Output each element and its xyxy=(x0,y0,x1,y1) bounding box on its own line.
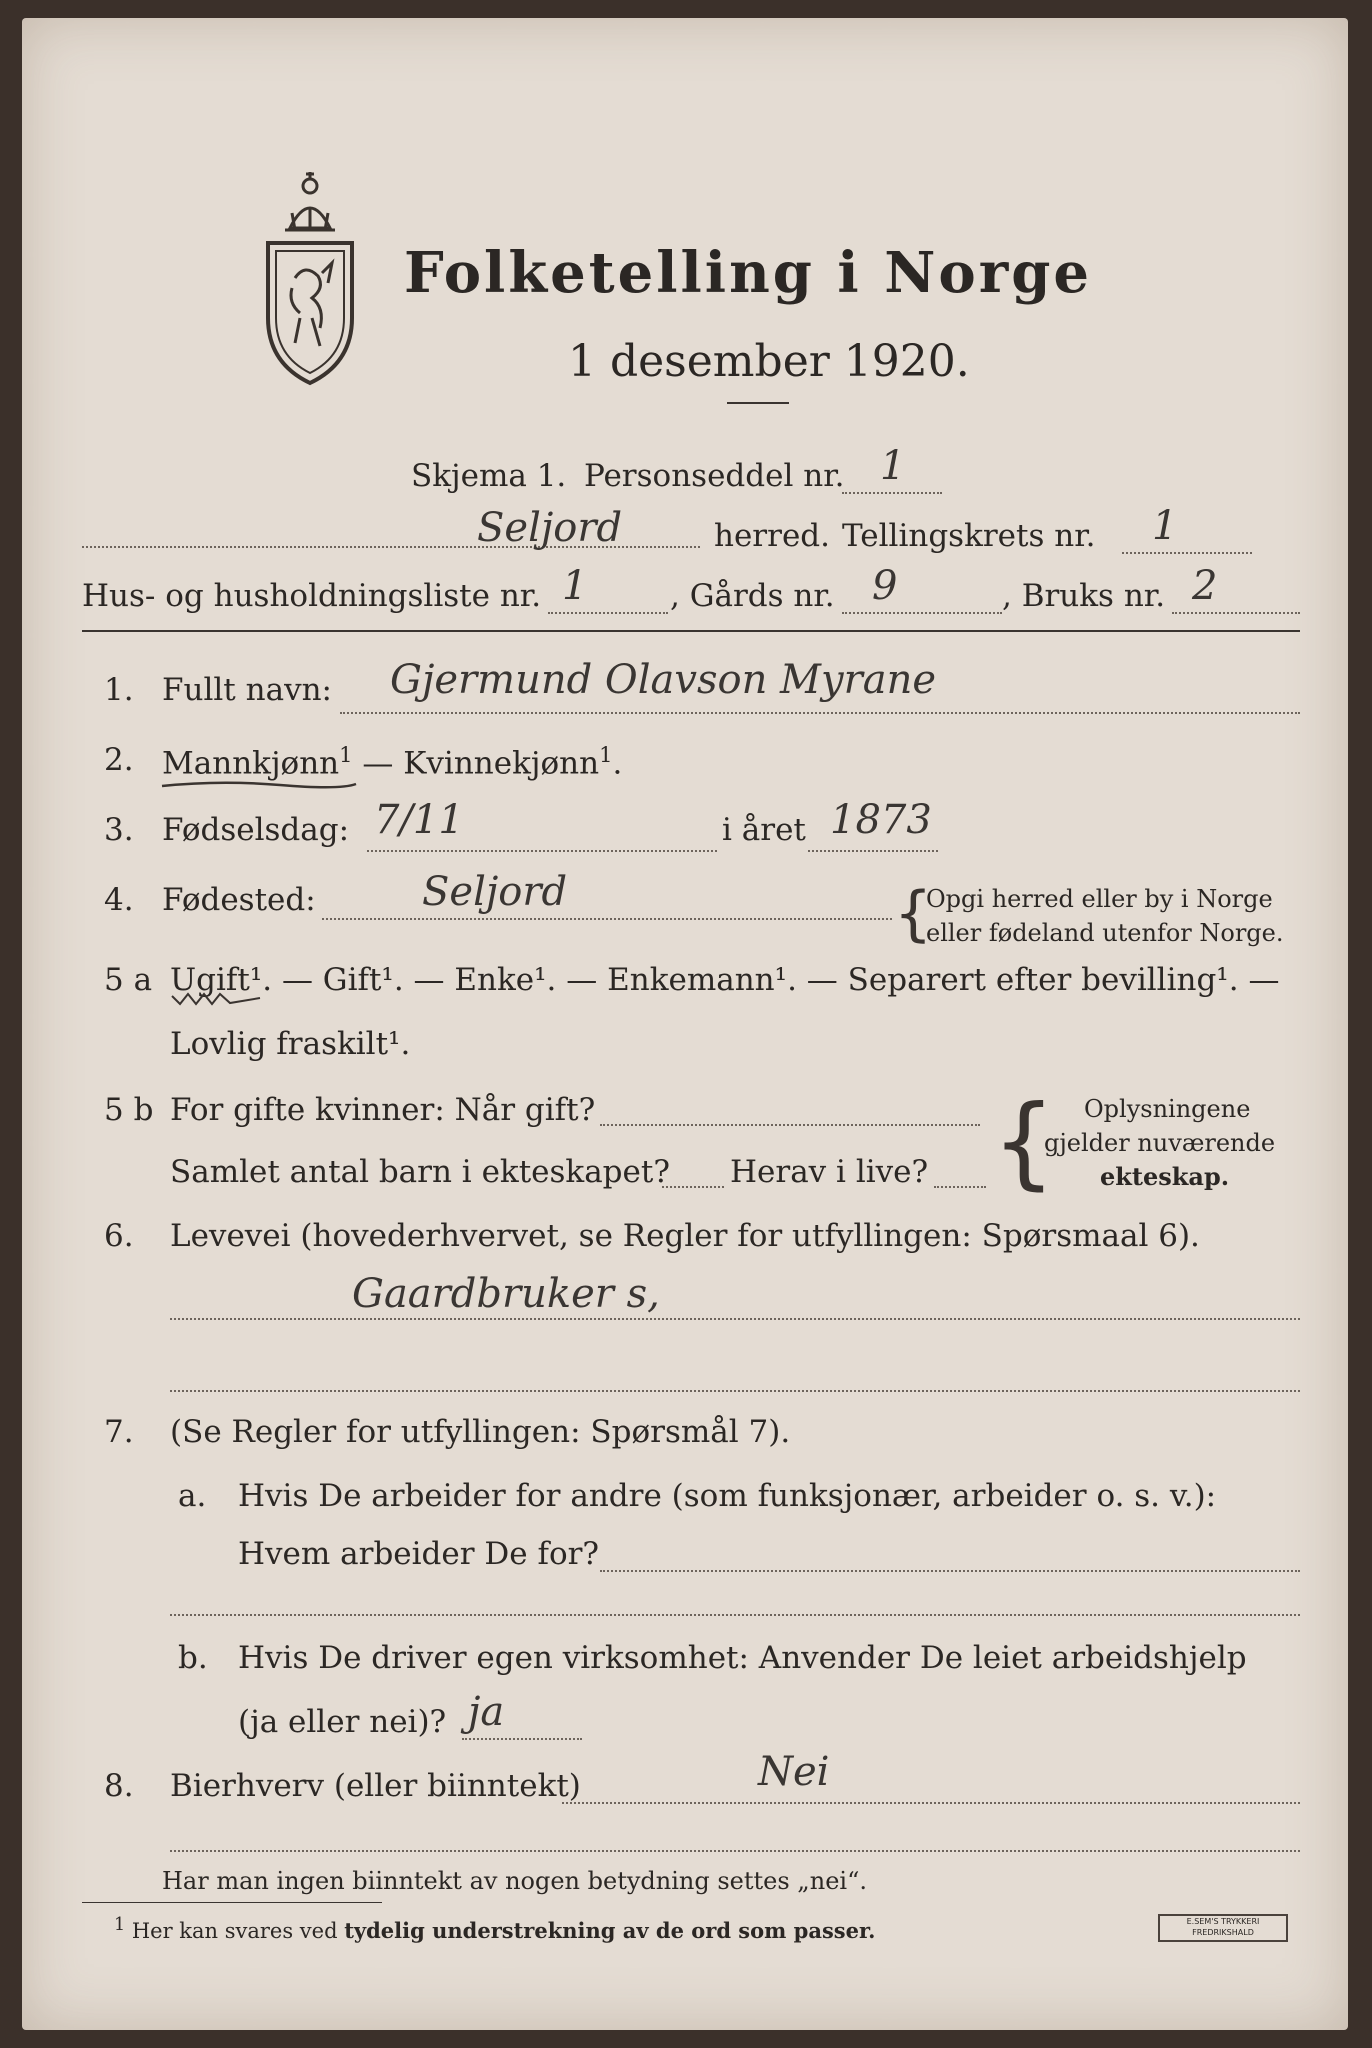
q7a-employer-line xyxy=(600,1570,1300,1572)
q8-extra-line xyxy=(170,1850,1300,1852)
gards-line xyxy=(842,612,1002,614)
husliste-value: 1 xyxy=(562,563,588,609)
q5b-brace: { xyxy=(992,1083,1056,1200)
q5b-line-2b: Herav i live? xyxy=(730,1154,929,1190)
q7-label: (Se Regler for utfyllingen: Spørsmål 7). xyxy=(170,1414,791,1450)
form-title: Folketelling i Norge xyxy=(404,240,1093,306)
q3-year-value: 1873 xyxy=(830,797,932,843)
q7-number: 7. xyxy=(104,1414,134,1450)
q1-label: Fullt navn: xyxy=(162,672,332,708)
q6-label: Levevei (hovederhvervet, se Regler for utfyllingen: Spørsmaal 6). xyxy=(170,1218,1200,1254)
q7a-number: a. xyxy=(178,1478,207,1514)
q5b-note-2: gjelder nuværende xyxy=(1044,1129,1276,1157)
q5b-line-2: Samlet antal barn i ekteskapet? xyxy=(170,1154,670,1190)
q5b-alive-line xyxy=(934,1186,986,1188)
header-rule xyxy=(82,630,1300,632)
q4-note-1: Opgi herred eller by i Norge xyxy=(926,885,1273,913)
q3-value: 7/11 xyxy=(374,797,464,843)
husliste-label: Hus- og husholdningsliste nr. xyxy=(82,578,542,614)
q5b-children-line xyxy=(662,1186,724,1188)
tellingskrets-line xyxy=(1122,552,1252,554)
q3-number: 3. xyxy=(104,812,134,848)
title-divider xyxy=(727,402,789,404)
footer-note: Har man ingen biinntekt av nogen betydning settes „nei“. xyxy=(162,1867,867,1895)
q2-male: Mannkjønn xyxy=(162,745,340,782)
q8-label: Bierhverv (eller biinntekt) xyxy=(170,1768,581,1804)
q5a-line-1: Ugift¹. — Gift¹. — Enke¹. — Enkemann¹. — Separert efter bevilling¹. — xyxy=(170,962,1280,998)
q6-number: 6. xyxy=(104,1218,134,1254)
q5a-number: 5 a xyxy=(104,962,153,998)
q7b-number: b. xyxy=(178,1640,208,1676)
q4-brace: { xyxy=(894,879,933,949)
q5a-line-2: Lovlig fraskilt¹. xyxy=(170,1026,411,1062)
q3-year-line xyxy=(808,850,938,852)
personseddel-label: Personseddel nr. xyxy=(584,458,845,494)
q4-line xyxy=(322,918,892,920)
q2-underline-mark xyxy=(160,778,360,792)
q1-value: Gjermund Olavson Myrane xyxy=(390,657,936,703)
skjema-label: Skjema 1. xyxy=(411,458,567,494)
q5a-underline-mark xyxy=(170,990,280,1006)
q2-female: Kvinnekjønn xyxy=(403,745,600,782)
q8-number: 8. xyxy=(104,1768,134,1804)
coat-of-arms-icon xyxy=(250,168,370,388)
q1-line xyxy=(340,712,1300,714)
q7b-line-1: Hvis De driver egen virksomhet: Anvender De leiet arbeidshjelp xyxy=(238,1640,1247,1676)
q5b-married-line xyxy=(600,1124,980,1126)
q8-value: Nei xyxy=(758,1749,830,1795)
q6-value: Gaardbruker s, xyxy=(352,1271,660,1317)
q7a-extra-line xyxy=(170,1614,1300,1616)
q5b-line-1: For gifte kvinner: Når gift? xyxy=(170,1092,596,1128)
q3-label: Fødselsdag: xyxy=(162,812,350,848)
q7b-value: ja xyxy=(468,1689,505,1735)
bruks-line xyxy=(1172,612,1300,614)
form-date: 1 desember 1920. xyxy=(568,336,970,387)
q7a-line-1: Hvis De arbeider for andre (som funksjonær, arbeider o. s. v.): xyxy=(238,1478,1217,1514)
q7a-line-2: Hvem arbeider De for? xyxy=(238,1536,600,1572)
q4-number: 4. xyxy=(104,882,134,918)
q4-value: Seljord xyxy=(422,869,568,915)
personseddel-value: 1 xyxy=(880,443,906,489)
husliste-line xyxy=(548,612,668,614)
tellingskrets-value: 1 xyxy=(1152,503,1178,549)
q5b-note-1: Oplysningene xyxy=(1084,1095,1251,1123)
q1-number: 1. xyxy=(104,672,134,708)
q6-line-2 xyxy=(170,1390,1300,1392)
gards-label: , Gårds nr. xyxy=(670,578,835,614)
footnote: $^1$ Her kan svares ved tydelig understrekning av de ord som passer. xyxy=(114,1915,876,1943)
q7b-line-2: (ja eller nei)? xyxy=(238,1704,447,1740)
personseddel-line xyxy=(842,492,942,494)
bruks-value: 2 xyxy=(1192,563,1218,609)
census-form xyxy=(22,18,1348,2030)
q5b-note-3: ekteskap. xyxy=(1100,1162,1230,1191)
herred-value: Seljord xyxy=(477,505,623,551)
herred-label: herred. xyxy=(714,518,830,554)
q3-line xyxy=(367,850,717,852)
footnote-rule xyxy=(82,1902,382,1903)
gards-value: 9 xyxy=(872,563,898,609)
q8-line xyxy=(562,1802,1300,1804)
tellingskrets-label: Tellingskrets nr. xyxy=(842,518,1096,554)
q6-line-1 xyxy=(170,1318,1300,1320)
bruks-label: , Bruks nr. xyxy=(1002,578,1166,614)
q2-number: 2. xyxy=(104,742,134,778)
q4-label: Fødested: xyxy=(162,882,316,918)
printer-stamp: E.SEM'S TRYKKERI FREDRIKSHALD xyxy=(1158,1914,1288,1942)
q4-note-2: eller fødeland utenfor Norge. xyxy=(926,919,1284,947)
q3-year-label: i året xyxy=(722,812,806,848)
q2-text: Mannkjønn$^1$ — Kvinnekjønn$^1$. xyxy=(162,743,623,782)
q7b-line xyxy=(462,1738,582,1740)
q5b-number: 5 b xyxy=(104,1092,154,1128)
